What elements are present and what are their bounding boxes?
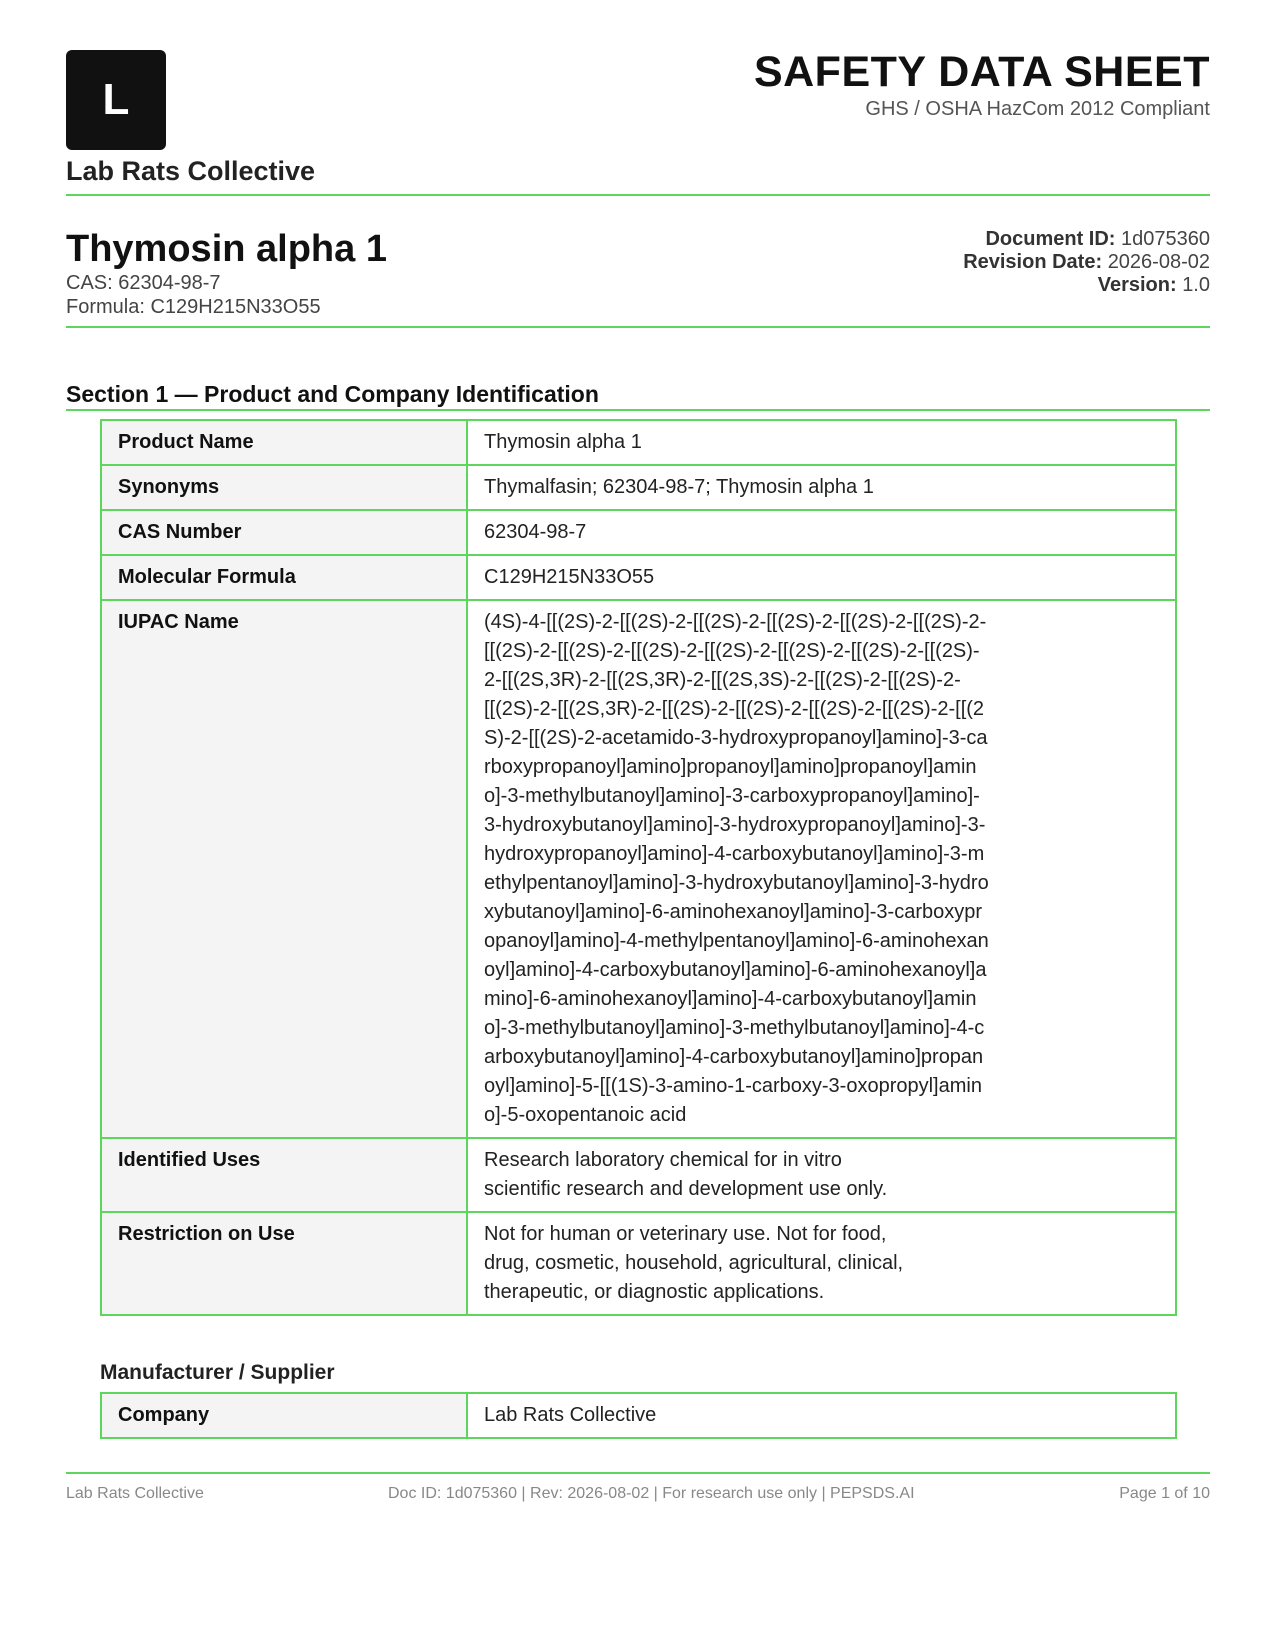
row-value: Thymalfasin; 62304-98-7; Thymosin alpha 1	[467, 465, 1176, 510]
row-label: Product Name	[101, 420, 467, 465]
section-1-divider	[66, 409, 1210, 411]
document-id	[985, 228, 1210, 251]
row-label: CAS Number	[101, 510, 467, 555]
row-value	[467, 600, 1176, 1138]
footer-doc-info: Doc ID: 1d075360 | Rev: 2026-08-02 | For research use only | PEPSDS.AI	[388, 1485, 915, 1502]
product-cas: CAS: 62304-98-7	[66, 272, 221, 294]
restriction-text: Not for human or veterinary use. Not for food, drug, cosmetic, household, agricultural, clinical, therapeutic, or diagnostic applications.	[484, 1223, 904, 1303]
version	[1098, 274, 1210, 297]
revision-date-label: Revision Date:	[963, 251, 1103, 273]
company-logo: L	[66, 50, 166, 150]
document-title: SAFETY DATA SHEET	[753, 48, 1210, 96]
row-value	[467, 1212, 1176, 1315]
header-divider	[66, 194, 1210, 196]
supplier-table	[100, 1392, 1177, 1439]
table-row	[101, 510, 1176, 555]
row-label: IUPAC Name	[101, 600, 467, 1138]
document-id-value: 1d075360	[1121, 228, 1210, 250]
table-row	[101, 600, 1176, 1138]
row-value: C129H215N33O55	[467, 555, 1176, 600]
row-label: Company	[101, 1393, 467, 1438]
row-label: Identified Uses	[101, 1138, 467, 1212]
footer-company: Lab Rats Collective	[66, 1485, 204, 1502]
identified-uses-text: Research laboratory chemical for in vitro scientific research and development use only.	[484, 1149, 888, 1200]
table-row	[101, 1138, 1176, 1212]
row-value: Lab Rats Collective	[467, 1393, 1176, 1438]
row-value	[467, 1138, 1176, 1212]
row-value: 62304-98-7	[467, 510, 1176, 555]
iupac-name-text: (4S)-4-[[(2S)-2-[[(2S)-2-[[(2S)-2-[[(2S)-2-[[(2S)-2-[[(2S)-2-[[(2S)-2-[[(2S)-2-[[(2S)-2-[[(2S)-2-[[(2S)-2-[[(2S)-2-[[(2S)-2-[[(2S,3R)-2-[[(2S,3R)-2-[[(2S,3S)-2-[[(2S)-2-[[(2S)-2-[[(2S)-2-[[(2S,3R)-2-[[(2S)-2-[[(2S)-2-[[(2S)-2-[[(2S)-2-[[(2S)-2-[[(2S)-2-acetamido-3-hydroxypropanoyl]amino]-3-carboxypropanoyl]amino]propanoyl]amino]propanoyl]amino]-3-methylbutanoyl]amino]-3-carboxypropanoyl]amino]-3-hydroxybutanoyl]amino]-3-hydroxypropanoyl]amino]-3-hydroxypropanoyl]amino]-4-carboxybutanoyl]amino]-3-methylpentanoyl]amino]-3-hydroxybutanoyl]amino]-3-hydroxybutanoyl]amino]-6-aminohexanoyl]amino]-3-carboxypropanoyl]amino]-4-methylpentanoyl]amino]-6-aminohexanoyl]amino]-4-carboxybutanoyl]amino]-6-aminohexanoyl]amino]-6-aminohexanoyl]amino]-4-carboxybutanoyl]amino]-3-methylbutanoyl]amino]-3-methylbutanoyl]amino]-4-carboxybutanoyl]amino]-4-carboxybutanoyl]amino]propanoyl]amino]-5-[[(1S)-3-amino-1-carboxy-3-oxopropyl]amino]-5-oxopentanoic acid	[484, 611, 989, 1126]
section-1-title: Section 1 — Product and Company Identification	[66, 381, 599, 407]
version-value: 1.0	[1182, 274, 1210, 296]
row-value: Thymosin alpha 1	[467, 420, 1176, 465]
row-label: Restriction on Use	[101, 1212, 467, 1315]
table-row	[101, 1393, 1176, 1438]
revision-date	[963, 251, 1210, 274]
table-row	[101, 1212, 1176, 1315]
table-row	[101, 555, 1176, 600]
footer-page-number: Page 1 of 10	[1119, 1485, 1210, 1502]
document-id-label: Document ID:	[985, 228, 1116, 250]
row-label: Synonyms	[101, 465, 467, 510]
identification-table	[100, 419, 1177, 1316]
row-label: Molecular Formula	[101, 555, 467, 600]
revision-date-value: 2026-08-02	[1107, 251, 1210, 273]
document-subtitle: GHS / OSHA HazCom 2012 Compliant	[865, 98, 1210, 120]
product-divider	[66, 326, 1210, 328]
table-row	[101, 465, 1176, 510]
table-row	[101, 420, 1176, 465]
version-label: Version:	[1097, 274, 1177, 296]
footer-divider	[66, 1472, 1210, 1474]
product-formula: Formula: C129H215N33O55	[66, 296, 321, 318]
company-name: Lab Rats Collective	[66, 156, 316, 186]
product-title: Thymosin alpha 1	[66, 228, 387, 270]
supplier-heading: Manufacturer / Supplier	[100, 1361, 335, 1384]
